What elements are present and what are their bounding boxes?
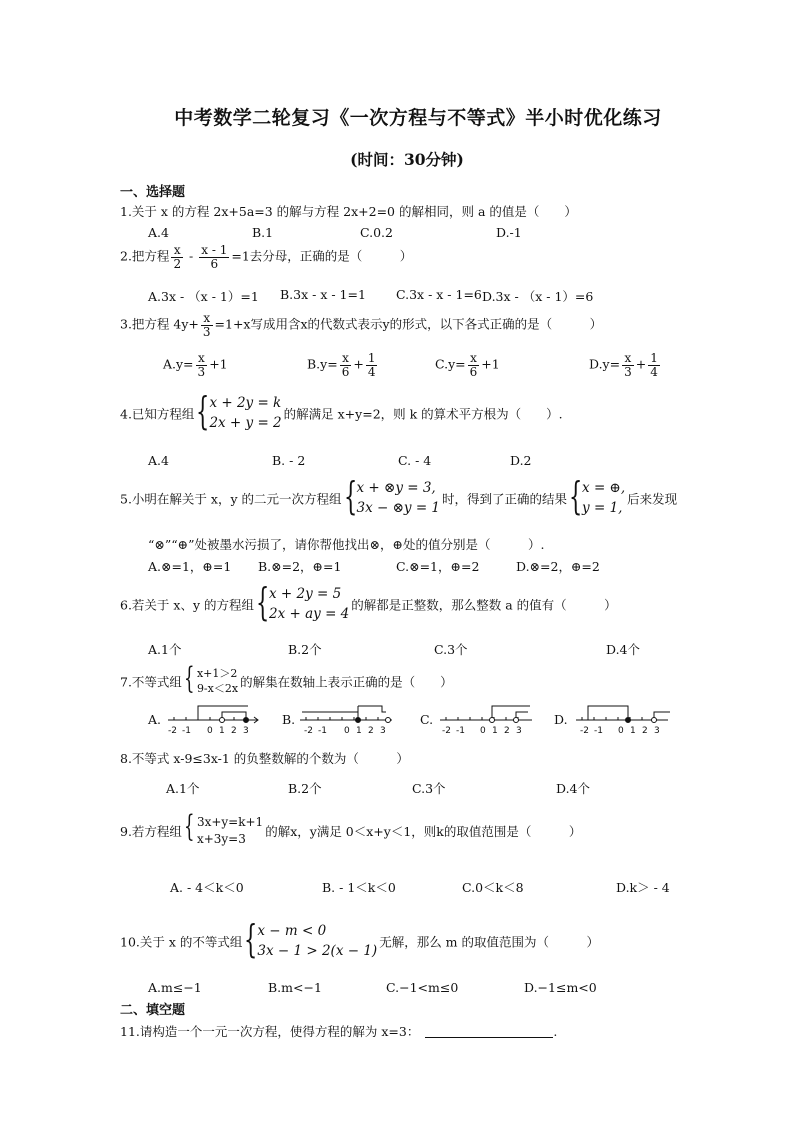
question-1: 1.关于 x 的方程 2x+5a=3 的解与方程 2x+2=0 的解相同，则 a 的值是（ ） bbox=[120, 204, 577, 219]
equation-system: { x + 2y = k 2x + y = 2 bbox=[196, 389, 282, 433]
option-d: D.⊗=2，⊕=2 bbox=[516, 559, 600, 574]
number-line-d bbox=[572, 700, 682, 740]
tick-label: 2 bbox=[642, 726, 648, 736]
answer-blank[interactable] bbox=[425, 1025, 553, 1038]
option-c: C.3x - x - 1=6 bbox=[396, 287, 482, 302]
option-c: C.⊗=1，⊕=2 bbox=[396, 559, 480, 574]
equation-system: { x + 2y = 5 2x + ay = 4 bbox=[256, 580, 350, 624]
fraction: $\frac{x - 1}{6}$ bbox=[201, 243, 228, 271]
option-d: D.3x - （x - 1）=6 bbox=[482, 289, 594, 304]
tick-label: 3 bbox=[243, 726, 249, 736]
tick-label: 0 bbox=[480, 726, 486, 736]
tick-label: -1 bbox=[456, 726, 465, 736]
number-line-b bbox=[296, 700, 406, 740]
question-7: 7.不等式组 { x+1＞2 9-x＜2x 的解集在数轴上表示正确的是（ ） bbox=[120, 661, 453, 696]
tick-label: 1 bbox=[492, 726, 498, 736]
tick-label: 2 bbox=[231, 726, 237, 736]
option-b: B.2个 bbox=[288, 781, 322, 796]
tick-label: -2 bbox=[442, 726, 451, 736]
option-a: A.4 bbox=[148, 225, 169, 240]
inequality-system: { x − m < 0 3x − 1 > 2(x − 1) bbox=[244, 917, 378, 961]
option-d: D.4个 bbox=[556, 781, 591, 796]
question-10: 10.关于 x 的不等式组 { x − m < 0 3x − 1 > 2(x − 1) 无解，那么 m 的取值范围为（ ） bbox=[120, 917, 600, 961]
equation-system: { x + ⊗y = 3, 3x − ⊗y = 1 bbox=[343, 474, 441, 518]
option-a: A. - 4＜k＜0 bbox=[170, 880, 244, 895]
question-2: 2.把方程 $\frac{x}{2}$ - $\frac{x - 1}{6}$ =1去分母，正确的是（ ） bbox=[120, 243, 413, 271]
tick-label: -1 bbox=[594, 726, 603, 736]
option-c: C.0＜k＜8 bbox=[462, 880, 524, 895]
tick-label: 3 bbox=[654, 726, 660, 736]
result-system: { x = ⊕, y = 1, bbox=[569, 474, 626, 518]
option-a: A.3x - （x - 1）=1 bbox=[148, 289, 259, 304]
option-c: C.y= $\frac{x}{6}$ +1 bbox=[435, 351, 500, 379]
option-a: A.4 bbox=[148, 453, 169, 468]
equation-system: { 3x+y=k+1 x+3y=3 bbox=[183, 809, 264, 846]
inequality-system: { x+1＞2 9-x＜2x bbox=[183, 661, 239, 696]
tick-label: 0 bbox=[618, 726, 624, 736]
option-b-label: B. bbox=[282, 712, 296, 727]
tick-label: 1 bbox=[356, 726, 362, 736]
option-d: D.2 bbox=[510, 453, 532, 468]
number-line-c bbox=[436, 700, 546, 740]
option-c: C.3个 bbox=[412, 781, 446, 796]
section-heading-fill: 二、填空题 bbox=[120, 1003, 186, 1018]
tick-label: -2 bbox=[168, 726, 177, 736]
question-5-line2: “⊗”“⊕”处被墨水污损了，请你帮他找出⊗，⊕处的值分别是（ ）. bbox=[148, 537, 545, 552]
question-6: 6.若关于 x、y 的方程组 { x + 2y = 5 2x + ay = 4 的解都是正整数，那么整数 a 的值有（ ） bbox=[120, 580, 617, 624]
tick-label: 2 bbox=[368, 726, 374, 736]
option-b: B.y= $\frac{x}{6}$ + $\frac{1}{4}$ bbox=[307, 351, 376, 379]
option-d: D.-1 bbox=[496, 225, 522, 240]
question-8: 8.不等式 x-9≤3x-1 的负整数解的个数为（ ） bbox=[120, 751, 409, 766]
option-a: A.1个 bbox=[148, 642, 182, 657]
section-heading-choice: 一、选择题 bbox=[120, 185, 186, 200]
fraction: $\frac{x}{3}$ bbox=[202, 311, 211, 339]
option-d: D.y= $\frac{x}{3}$ + $\frac{1}{4}$ bbox=[589, 351, 658, 379]
page-subtitle: (时间：30分钟) bbox=[350, 150, 464, 169]
tick-label: 0 bbox=[207, 726, 213, 736]
option-b: B. - 2 bbox=[272, 453, 306, 468]
option-d: D.4个 bbox=[606, 642, 641, 657]
option-c: C.−1<m≤0 bbox=[386, 980, 459, 995]
tick-label: -2 bbox=[304, 726, 313, 736]
option-a: A.1个 bbox=[166, 781, 200, 796]
option-c: C.3个 bbox=[434, 642, 468, 657]
option-b: B.1 bbox=[252, 225, 274, 240]
option-b: B. - 1＜k＜0 bbox=[322, 880, 396, 895]
option-d-label: D. bbox=[554, 712, 568, 727]
question-11: 11.请构造一个一元一次方程，使得方程的解为 x=3： . bbox=[120, 1024, 558, 1039]
page-title: 中考数学二轮复习《一次方程与不等式》半小时优化练习 bbox=[174, 107, 662, 129]
tick-label: -2 bbox=[580, 726, 589, 736]
option-b: B.2个 bbox=[288, 642, 322, 657]
tick-label: -1 bbox=[182, 726, 191, 736]
option-b: B.⊗=2，⊕=1 bbox=[258, 559, 342, 574]
option-b: B.m<−1 bbox=[268, 980, 322, 995]
option-a: A.⊗=1，⊕=1 bbox=[148, 559, 232, 574]
option-c-label: C. bbox=[420, 712, 434, 727]
tick-label: 1 bbox=[219, 726, 225, 736]
tick-label: 2 bbox=[504, 726, 510, 736]
fraction: $\frac{x}{2}$ bbox=[173, 243, 182, 271]
question-3: 3.把方程 4y+ $\frac{x}{3}$ =1+x写成用含x的代数式表示y的形式，以下各式正确的是（ ） bbox=[120, 311, 603, 339]
option-d: D.k＞ - 4 bbox=[616, 880, 670, 895]
option-d: D.−1≤m<0 bbox=[524, 980, 597, 995]
option-a: A.m≤−1 bbox=[148, 980, 202, 995]
question-9: 9.若方程组 { 3x+y=k+1 x+3y=3 的解x，y满足 0＜x+y＜1，则k的取值范围是（ ） bbox=[120, 809, 582, 846]
tick-label: 3 bbox=[516, 726, 522, 736]
option-a: A.y= $\frac{x}{3}$ +1 bbox=[163, 351, 228, 379]
question-5: 5.小明在解关于 x，y 的二元一次方程组 { x + ⊗y = 3, 3x − ⊗y = 1 时，得到了正确的结果 { x = ⊕, y = 1, 后来发现 bbox=[120, 474, 678, 518]
option-c: C.0.2 bbox=[360, 225, 393, 240]
tick-label: 0 bbox=[344, 726, 350, 736]
question-4: 4.已知方程组 { x + 2y = k 2x + y = 2 的解满足 x+y=2，则 k 的算术平方根为（ ）. bbox=[120, 389, 563, 433]
option-b: B.3x - x - 1=1 bbox=[280, 287, 366, 302]
option-a-label: A. bbox=[148, 712, 162, 727]
number-line-a bbox=[164, 700, 274, 740]
tick-label: 3 bbox=[380, 726, 386, 736]
option-c: C. - 4 bbox=[398, 453, 432, 468]
tick-label: 1 bbox=[630, 726, 636, 736]
tick-label: -1 bbox=[318, 726, 327, 736]
